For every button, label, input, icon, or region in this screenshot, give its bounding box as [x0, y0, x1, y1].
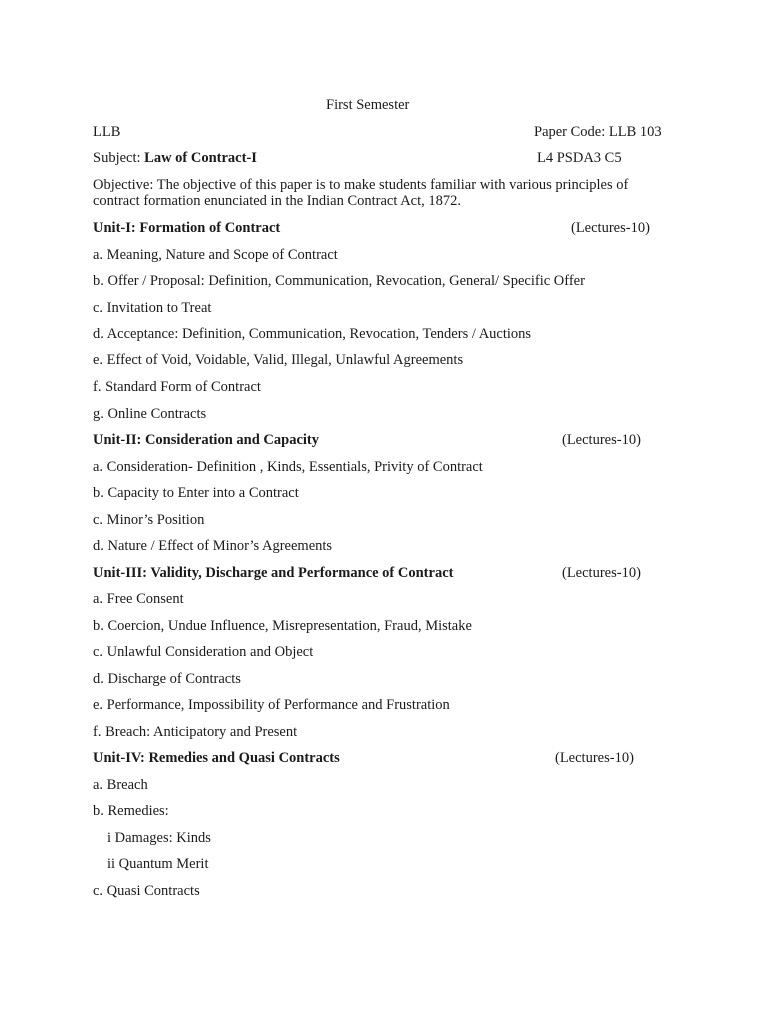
list-item: d. Discharge of Contracts: [93, 671, 241, 687]
list-item: d. Acceptance: Definition, Communication, Revocation, Tenders / Auctions: [93, 326, 532, 342]
unit-title: Unit-I: Formation of Contract: [93, 220, 281, 236]
list-item: c. Minor’s Position: [93, 512, 205, 528]
list-item: a. Breach: [93, 777, 148, 793]
unit-lectures: (Lectures-10): [571, 220, 650, 236]
list-item: b. Remedies:: [93, 803, 169, 819]
list-item: c. Unlawful Consideration and Object: [93, 644, 314, 660]
list-item: d. Nature / Effect of Minor’s Agreements: [93, 538, 333, 554]
unit-title: Unit-II: Consideration and Capacity: [93, 432, 319, 448]
semester-heading: First Semester: [326, 97, 410, 113]
subject-name: Law of Contract-I: [144, 150, 257, 166]
list-item: e. Effect of Void, Voidable, Valid, Illegal, Unlawful Agreements: [93, 352, 464, 368]
objective-line: contract formation enunciated in the Indian Contract Act, 1872.: [93, 193, 462, 209]
subject-prefix: Subject:: [93, 150, 141, 166]
unit-title: Unit-IV: Remedies and Quasi Contracts: [93, 750, 340, 766]
unit-lectures: (Lectures-10): [562, 432, 641, 448]
list-item: b. Offer / Proposal: Definition, Communication, Revocation, General/ Specific Offer: [93, 273, 585, 289]
objective-line: Objective: The objective of this paper is to make students familiar with various principles of: [93, 177, 629, 193]
list-item: a. Meaning, Nature and Scope of Contract: [93, 247, 338, 263]
unit-title: Unit-III: Validity, Discharge and Performance of Contract: [93, 565, 454, 581]
list-item: e. Performance, Impossibility of Performance and Frustration: [93, 697, 450, 713]
paper-code: Paper Code: LLB 103: [534, 124, 662, 140]
sub-list-item: ii Quantum Merit: [107, 856, 209, 872]
list-item: c. Invitation to Treat: [93, 300, 212, 316]
list-item: g. Online Contracts: [93, 406, 207, 422]
subject-line: [93, 150, 257, 167]
list-item: b. Capacity to Enter into a Contract: [93, 485, 299, 501]
sub-list-item: i Damages: Kinds: [107, 830, 211, 846]
list-item: f. Breach: Anticipatory and Present: [93, 724, 298, 740]
list-item: a. Free Consent: [93, 591, 184, 607]
course-name: LLB: [93, 124, 121, 140]
list-item: b. Coercion, Undue Influence, Misrepresentation, Fraud, Mistake: [93, 618, 472, 634]
list-item: a. Consideration- Definition , Kinds, Essentials, Privity of Contract: [93, 459, 483, 475]
unit-lectures: (Lectures-10): [562, 565, 641, 581]
list-item: f. Standard Form of Contract: [93, 379, 261, 395]
list-item: c. Quasi Contracts: [93, 883, 200, 899]
subject-code: L4 PSDA3 C5: [537, 150, 622, 166]
unit-lectures: (Lectures-10): [555, 750, 634, 766]
